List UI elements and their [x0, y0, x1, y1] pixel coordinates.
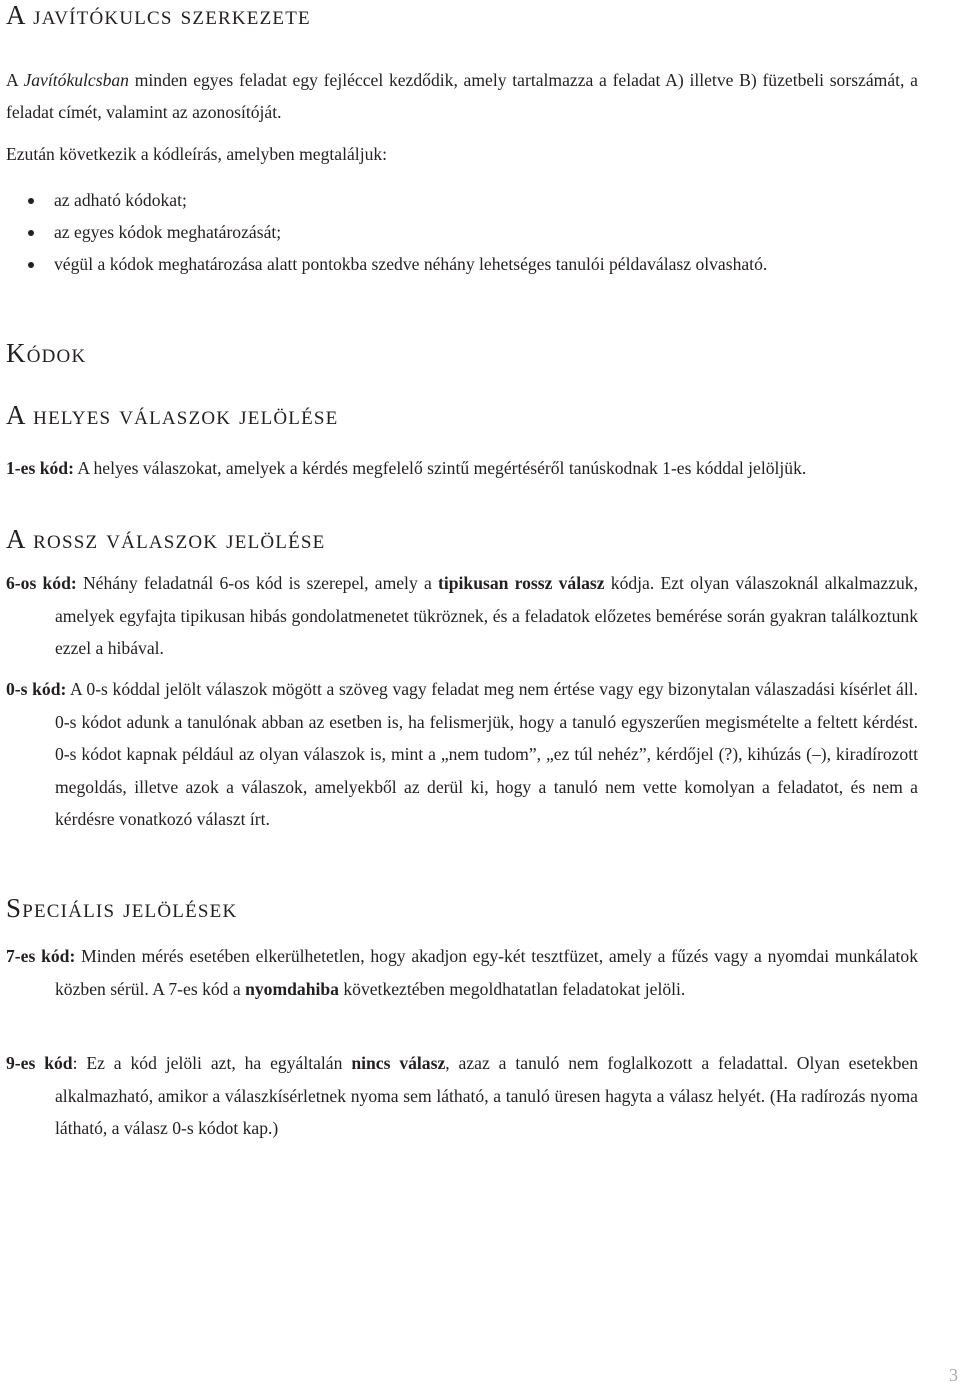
- list-item: [6, 248, 767, 280]
- code-0-text: A 0-s kóddal jelölt válaszok mögött a szöveg vagy feladat meg nem értése vagy egy bizonytalan válaszadási kísérlet áll. 0-s kódot adunk a tanulónak abban az esetben is, ha felismerjük, hogy a tanuló egyszerűen megismételte a feltett kérdést. 0-s kódot kapnak például az olyan válaszok is, mint a „nem tudom”, „ez túl nehéz”, kérdőjel (?), kihúzás (–), kiradírozott megoldás, illetve azok a válaszok, amelyekből az derül ki, hogy a tanuló nem vette komolyan a feladatot, és nem a kérdésre vonatkozó választ írt.: [55, 679, 918, 830]
- code-9-emphasis: nincs válasz: [351, 1053, 446, 1073]
- bullet-icon: [28, 198, 34, 204]
- code-1-label: 1-es kód:: [6, 458, 74, 478]
- bullet-icon: [28, 262, 34, 268]
- intro-text-a: A: [6, 70, 24, 90]
- special-codes-title: Speciális jelölések: [6, 893, 238, 923]
- code-7-label: 7-es kód:: [6, 946, 76, 966]
- kodok-title: Kódok: [6, 338, 87, 368]
- bullet-icon: [28, 230, 34, 236]
- page-number: 3: [949, 1365, 958, 1385]
- code-6-text-b: kódja. Ezt olyan válaszoknál alkalmazzuk, amelyek egyfajta tipikusan hibás gondolatmenetet tükröznek, és a feladatok előzetes bemérése során gyakran találkoztunk ezzel a hibával.: [55, 573, 918, 658]
- code-9-text-a: : Ez a kód jelöli azt, ha egyáltalán: [72, 1053, 352, 1073]
- intro-text-b: minden egyes feladat egy fejléccel kezdődik, amely tartalmazza a feladat A) illetve B) füzetbeli sorszámát, a feladat címét, valamint az azonosítóját.: [6, 70, 918, 122]
- bullet-list: [6, 184, 767, 280]
- code-6-label: 6-os kód:: [6, 573, 77, 593]
- code-7-emphasis: nyomdahiba: [245, 978, 339, 999]
- wrong-answers-title: A rossz válaszok jelölése: [6, 524, 326, 554]
- list-item-text: az egyes kódok meghatározását;: [54, 222, 282, 242]
- code-7-text-a: Minden mérés esetében elkerülhetetlen, hogy akadjon egy-két tesztfüzet, amely a fűzés vagy a nyomdai munkálatok közben sérül. A 7-es kód a: [55, 946, 918, 999]
- list-item-text: végül a kódok meghatározása alatt pontokba szedve néhány lehetséges tanulói példaválasz olvasható.: [54, 254, 768, 274]
- correct-answers-title: A helyes válaszok jelölése: [6, 400, 339, 430]
- section-title: A javítókulcs szerkezete: [6, 0, 311, 30]
- intro-italic-term: Javítókulcsban: [23, 70, 129, 90]
- code-1-text: A helyes válaszokat, amelyek a kérdés megfelelő szintű megértéséről tanúskodnak 1-es kóddal jelöljük.: [73, 458, 807, 478]
- code-9-label: 9-es kód: [6, 1053, 73, 1073]
- code-7-text-b: következtében megoldhatatlan feladatokat jelöli.: [338, 978, 686, 999]
- code-0-block: [6, 673, 918, 836]
- list-item: [6, 184, 767, 216]
- code-6-emphasis: tipikusan rossz válasz: [437, 573, 605, 593]
- code-9-block: [6, 1047, 918, 1145]
- code-7-block: [6, 940, 918, 1005]
- code-6-text-a: Néhány feladatnál 6-os kód is szerepel, amely a: [76, 573, 438, 593]
- code-0-label: 0-s kód:: [6, 679, 67, 699]
- intro-paragraph-1: [6, 64, 918, 128]
- list-item-text: az adható kódokat;: [54, 190, 187, 210]
- code-9-text-b: , azaz a tanuló nem foglalkozott a feladattal. Olyan esetekben alkalmazható, amikor a válaszkísérletnek nyoma sem látható, a tanuló üresen hagyta a válasz helyét. (Ha radírozás nyoma látható, a válasz 0-s kódot kap.): [55, 1053, 919, 1138]
- code-6-block: [6, 567, 918, 665]
- list-item: [6, 216, 767, 248]
- intro-paragraph-2: Ezután következik a kódleírás, amelyben megtaláljuk:: [6, 144, 388, 164]
- code-1-block: [6, 452, 918, 485]
